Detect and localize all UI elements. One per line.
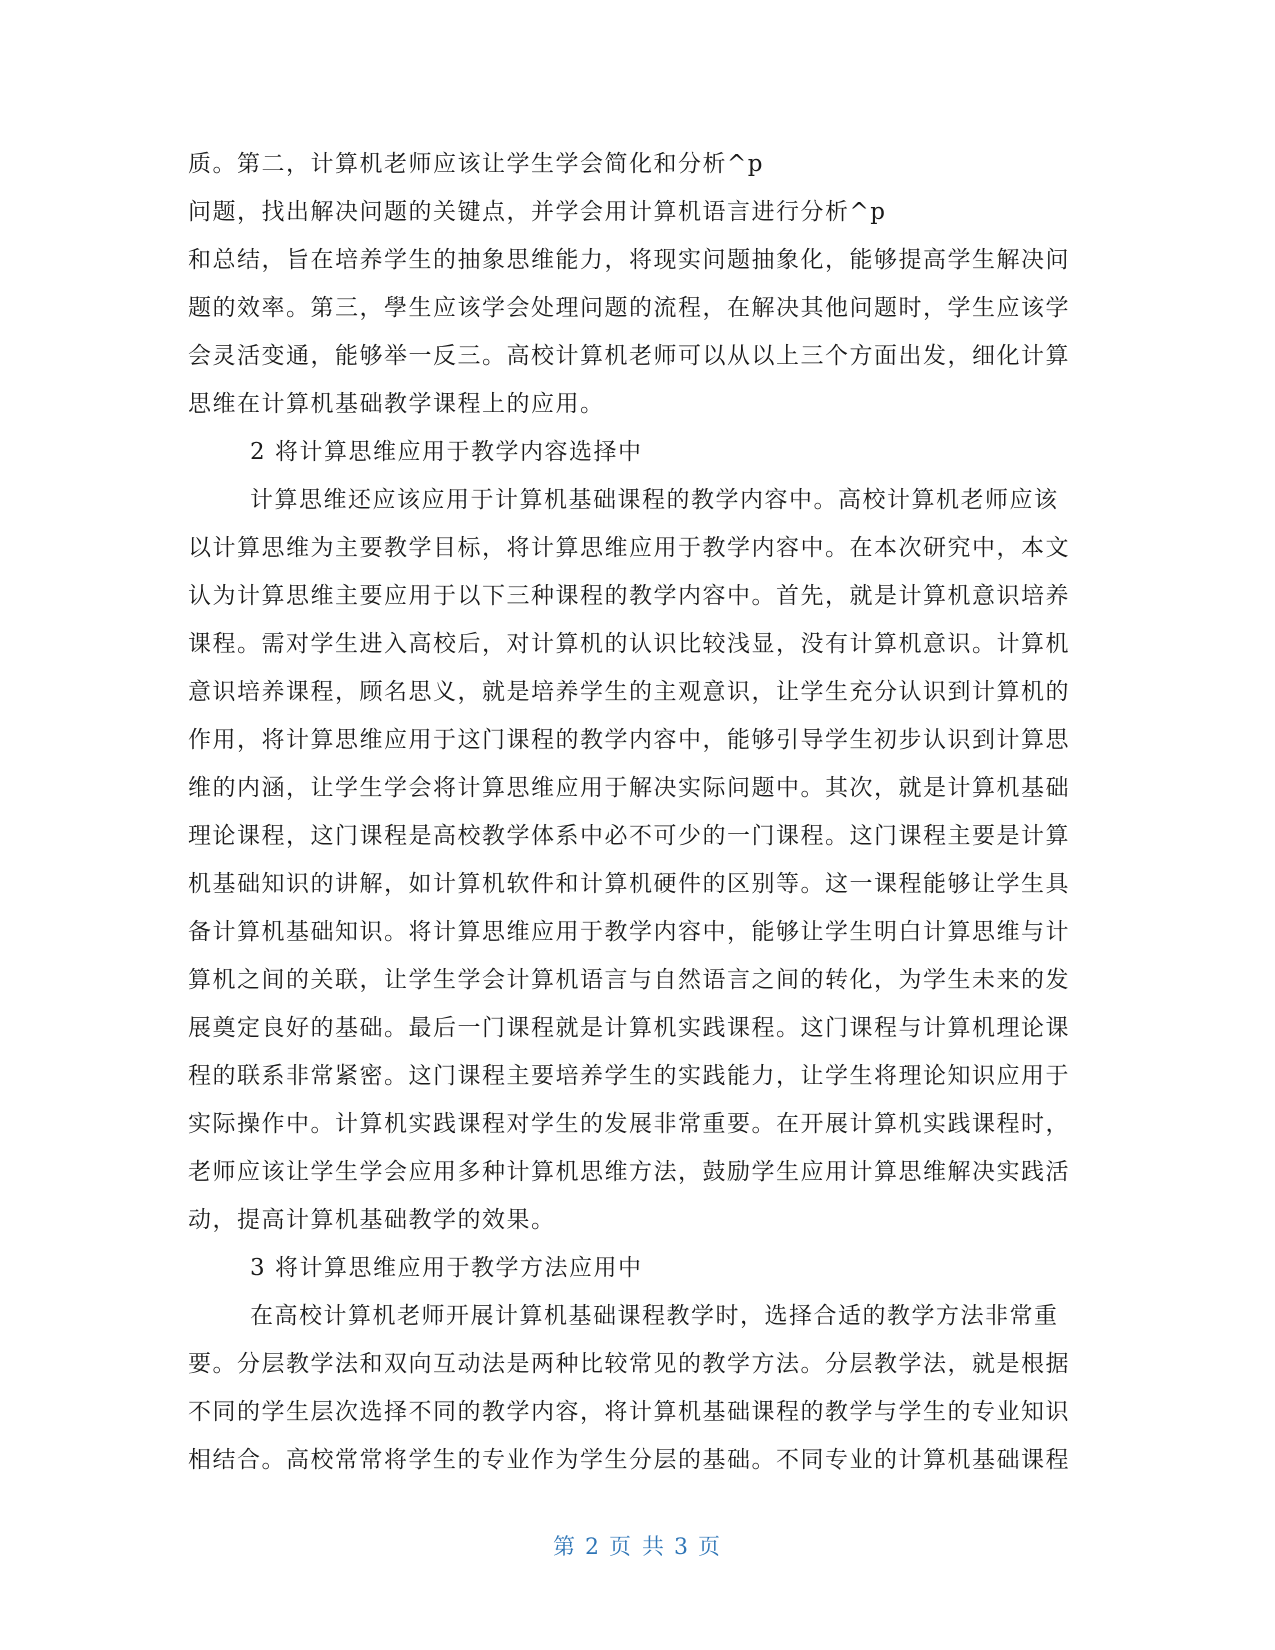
page-total: 3 (674, 1535, 690, 1560)
section-heading: 2 将计算思维应用于教学内容选择中 (250, 439, 643, 465)
text-line: 在高校计算机老师开展计算机基础课程教学时，选择合适的教学方法非常重 (250, 1303, 1059, 1329)
text-line: 算机之间的关联，让学生学会计算机语言与自然语言之间的转化，为学生未来的发 (188, 967, 1070, 993)
text-line: 不同的学生层次选择不同的教学内容，将计算机基础课程的教学与学生的专业知识 (188, 1399, 1070, 1425)
text-line: 程的联系非常紧密。这门课程主要培养学生的实践能力，让学生将理论知识应用于 (188, 1063, 1070, 1089)
text-line: 质。第二，计算机老师应该让学生学会简化和分析^p (188, 151, 764, 177)
document-body (188, 140, 1088, 1484)
page-number: 2 (585, 1535, 601, 1560)
text-line: 思维在计算机基础教学课程上的应用。 (188, 391, 605, 417)
footer-prefix: 第 (552, 1535, 577, 1560)
text-line: 理论课程，这门课程是高校教学体系中必不可少的一门课程。这门课程主要是计算 (188, 823, 1070, 849)
text-line: 动，提高计算机基础教学的效果。 (188, 1207, 556, 1233)
text-line: 实际操作中。计算机实践课程对学生的发展非常重要。在开展计算机实践课程时， (188, 1111, 1070, 1137)
text-line: 以计算思维为主要教学目标，将计算思维应用于教学内容中。在本次研究中，本文 (188, 535, 1070, 561)
text-line: 机基础知识的讲解，如计算机软件和计算机硬件的区别等。这一课程能够让学生具 (188, 871, 1070, 897)
text-line: 认为计算思维主要应用于以下三种课程的教学内容中。首先，就是计算机意识培养 (188, 583, 1070, 609)
text-line: 展奠定良好的基础。最后一门课程就是计算机实践课程。这门课程与计算机理论课 (188, 1015, 1070, 1041)
text-line: 要。分层教学法和双向互动法是两种比较常见的教学方法。分层教学法，就是根据 (188, 1351, 1070, 1377)
footer-suffix: 页 (698, 1535, 723, 1560)
text-line: 和总结，旨在培养学生的抽象思维能力，将现实问题抽象化，能够提高学生解决问 (188, 247, 1070, 273)
text-line: 问题，找出解决问题的关键点，并学会用计算机语言进行分析^p (188, 199, 887, 225)
text-line: 题的效率。第三，學生应该学会处理问题的流程，在解决其他问题时，学生应该学 (188, 295, 1070, 321)
text-line: 相结合。高校常常将学生的专业作为学生分层的基础。不同专业的计算机基础课程 (188, 1447, 1070, 1473)
text-line: 老师应该让学生学会应用多种计算机思维方法，鼓励学生应用计算思维解决实践活 (188, 1159, 1070, 1185)
text-line: 课程。需对学生进入高校后，对计算机的认识比较浅显，没有计算机意识。计算机 (188, 631, 1070, 657)
page-footer (0, 1530, 1275, 1561)
section-heading: 3 将计算思维应用于教学方法应用中 (250, 1255, 643, 1281)
text-line: 维的内涵，让学生学会将计算思维应用于解决实际问题中。其次，就是计算机基础 (188, 775, 1070, 801)
text-line: 作用，将计算思维应用于这门课程的教学内容中，能够引导学生初步认识到计算思 (188, 727, 1070, 753)
text-line: 会灵活变通，能够举一反三。高校计算机老师可以从以上三个方面出发，细化计算 (188, 343, 1070, 369)
text-line: 意识培养课程，顾名思义，就是培养学生的主观意识，让学生充分认识到计算机的 (188, 679, 1070, 705)
footer-middle: 页 共 (609, 1535, 666, 1560)
text-line: 计算思维还应该应用于计算机基础课程的教学内容中。高校计算机老师应该 (250, 487, 1059, 513)
text-line: 备计算机基础知识。将计算思维应用于教学内容中，能够让学生明白计算思维与计 (188, 919, 1070, 945)
